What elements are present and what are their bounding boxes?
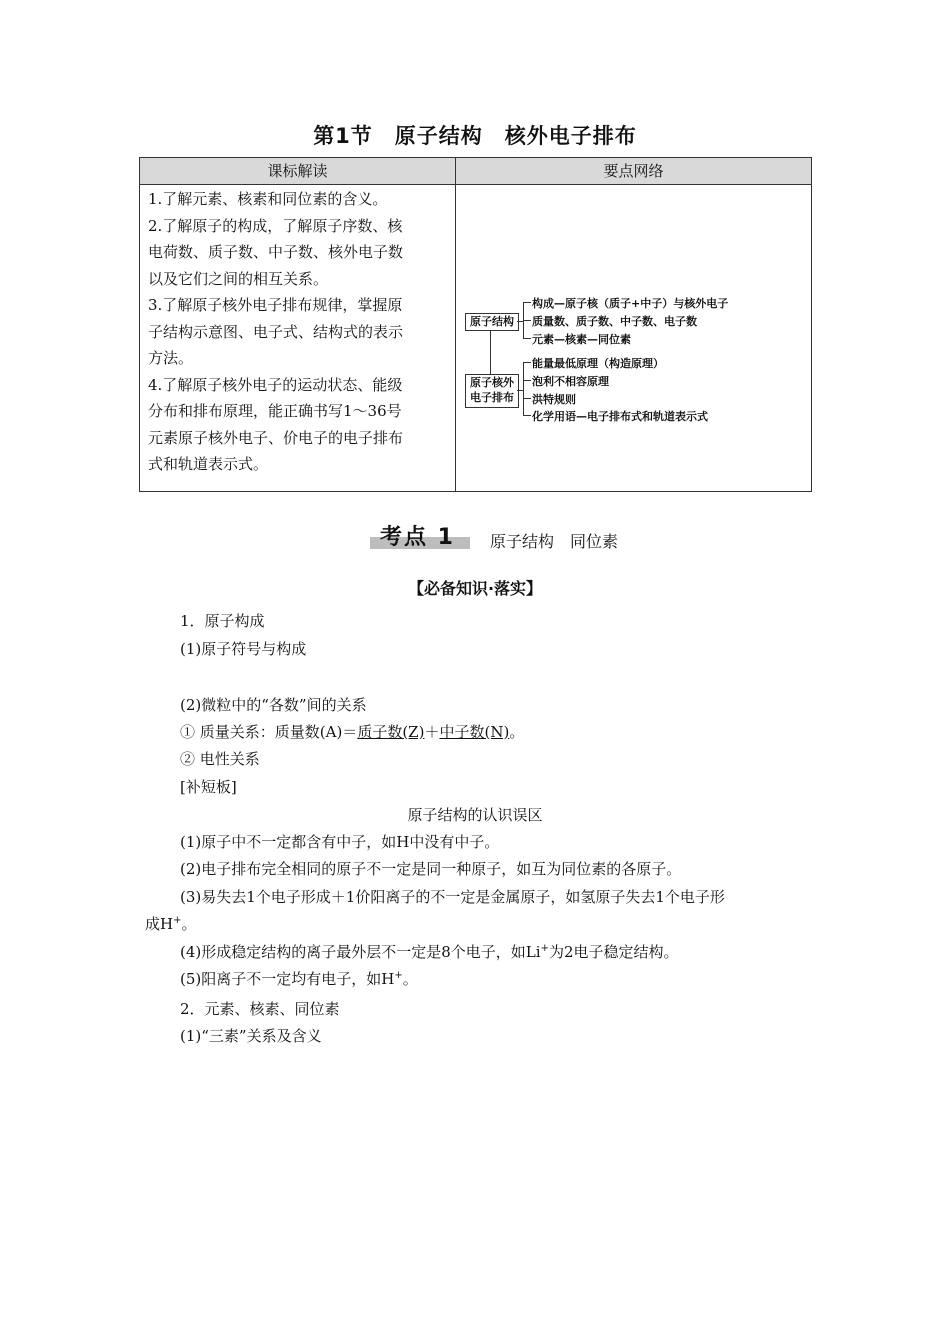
goal-line: 2.了解原子的构成，了解原子序数、核 — [148, 216, 403, 235]
network-item: 元素—核素—同位素 — [532, 333, 631, 346]
text-line: (1)原子符号与构成 — [180, 640, 307, 658]
network-box-electron-config — [465, 374, 519, 408]
superscript: + — [540, 943, 549, 954]
goal-line: 元素原子核外电子、价电子的电子排布 — [148, 428, 404, 447]
goal-line: 电荷数、质子数、中子数、核外电子数 — [148, 243, 404, 261]
network-item: 泡利不相容原理 — [532, 375, 609, 388]
connector-line — [490, 330, 491, 374]
answer-proton-number: 质子数(Z) — [357, 723, 425, 741]
goal-line: 3.了解原子核外电子排布规律，掌握原 — [148, 296, 403, 314]
connector-line — [523, 398, 531, 399]
text-line: 2．元素、核素、同位素 — [180, 1000, 340, 1018]
connector-line — [523, 362, 531, 363]
answer-neutron-number: 中子数(N) — [439, 723, 510, 741]
text-line: (3)易失去1个电子形成＋1价阳离子的不一定是金属原子，如氢原子失去1个电子形 — [180, 888, 725, 906]
network-cell — [456, 185, 812, 492]
mass-relation-line — [180, 721, 524, 742]
text-line: [补短板] — [180, 778, 237, 796]
text-line: (1)“三素”关系及含义 — [180, 1027, 322, 1045]
connector-line — [523, 320, 531, 321]
network-item: 能量最低原理（构造原理） — [532, 357, 664, 370]
page-title: 第1节 原子结构 核外电子排布 — [313, 124, 637, 148]
exam-point-label: 考点 1 — [380, 525, 455, 550]
exam-point-title: 原子结构 同位素 — [490, 532, 619, 551]
superscript: + — [173, 915, 182, 926]
goals-cell — [140, 185, 456, 492]
text-fragment: 。 — [402, 970, 418, 988]
goal-line: 1.了解元素、核素和同位素的含义。 — [148, 190, 388, 208]
text-fragment: (5)阳离子不一定均有电子，如H — [180, 970, 395, 988]
connector-line — [523, 415, 531, 416]
subtopic-title: 原子结构的认识误区 — [407, 806, 543, 824]
knowledge-network-diagram — [456, 185, 813, 491]
goal-line: 子结构示意图、电子式、结构式的表示 — [148, 322, 404, 341]
header-network: 要点网络 — [456, 158, 812, 185]
goal-line: 分布和排布原理，能正确书写1～36号 — [148, 402, 402, 420]
text-line — [180, 968, 418, 989]
text-fragment: 为2电子稳定结构。 — [548, 943, 679, 961]
connector-line — [523, 338, 531, 339]
connector-line — [523, 302, 531, 303]
network-item: 洪特规则 — [532, 393, 576, 406]
connector-line — [523, 362, 524, 416]
text-line: (2)微粒中的“各数”间的关系 — [180, 696, 367, 714]
goal-line: 以及它们之间的相互关系。 — [148, 269, 329, 288]
network-box-atomic-structure: 原子结构 — [465, 313, 519, 331]
network-item: 构成—原子核（质子+中子）与核外电子 — [532, 297, 729, 310]
network-item: 质量数、质子数、中子数、电子数 — [532, 315, 697, 328]
text-line: (2)电子排布完全相同的原子不一定是同一种原子，如互为同位素的各原子。 — [180, 860, 682, 878]
section-heading: 【必备知识·落实】 — [407, 579, 543, 598]
text-fragment: 。 — [181, 915, 197, 933]
text-line: 1．原子构成 — [180, 612, 265, 630]
text-fragment: (4)形成稳定结构的离子最外层不一定是8个电子，如Li — [180, 943, 541, 961]
goal-line: 式和轨道表示式。 — [148, 455, 269, 473]
text-fragment: ＋ — [424, 723, 440, 741]
text-line — [180, 941, 679, 962]
header-goals: 课标解读 — [140, 158, 456, 185]
connector-line — [523, 380, 531, 381]
text-line: (1)原子中不一定都含有中子，如H中没有中子。 — [180, 833, 500, 851]
goal-line: 方法。 — [148, 349, 194, 367]
text-line — [145, 913, 197, 934]
text-fragment: 。 — [509, 723, 525, 741]
network-item: 化学用语—电子排布式和轨道表示式 — [532, 410, 708, 423]
overview-table — [139, 157, 812, 492]
text-fragment: 成H — [145, 915, 174, 933]
network-box-line: 电子排布 — [470, 391, 514, 404]
goals-list — [140, 185, 455, 479]
exam-point-badge — [370, 520, 470, 550]
text-line: ② 电性关系 — [180, 750, 260, 768]
text-fragment: ① 质量关系：质量数(A)＝ — [180, 723, 358, 741]
superscript: + — [394, 970, 403, 981]
goal-line: 4.了解原子核外电子的运动状态、能级 — [148, 375, 403, 394]
network-box-line: 原子核外 — [470, 376, 514, 389]
